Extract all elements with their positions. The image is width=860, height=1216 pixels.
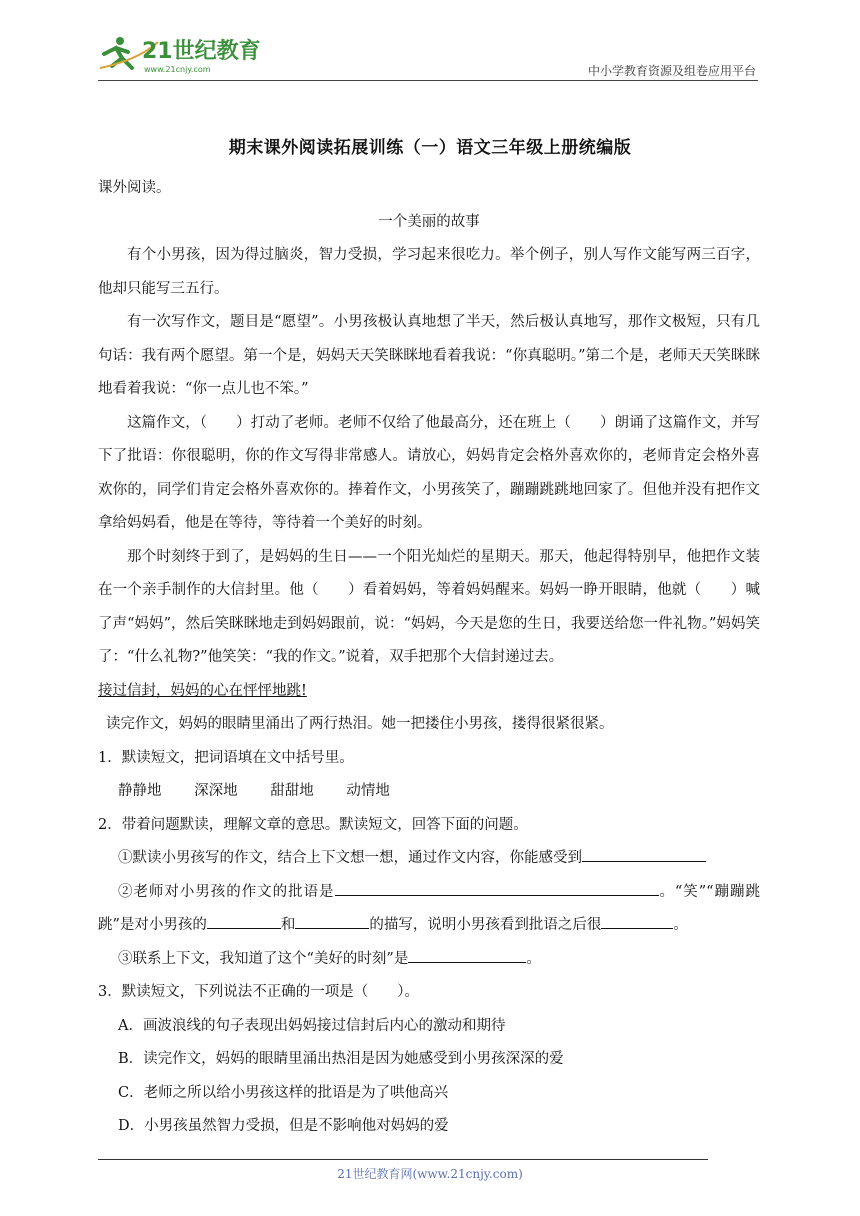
question-3: 3．默读短文，下列说法不正确的一项是（ ）。	[98, 984, 419, 1000]
document-title: 期末课外阅读拓展训练（一）语文三年级上册统编版	[228, 138, 632, 158]
logo-url: www.21cnjy.com	[144, 65, 211, 74]
story-paragraph-6: 读完作文，妈妈的眼睛里涌出了两行热泪。她一把搂住小男孩，搂得很紧很紧。	[106, 716, 614, 732]
question-2-sub-3: ③联系上下文，我知道了这个“美好的时刻”是 。	[98, 943, 760, 977]
answer-blank[interactable]	[207, 912, 281, 929]
answer-blank[interactable]	[335, 879, 659, 896]
footer-divider	[98, 1159, 708, 1160]
question-2-sub-2: ②老师对小男孩的作文的批语是 。“笑”“蹦蹦跳跳”是对小男孩的 和 的描写，说明小男孩看到批语之后很 。	[98, 876, 760, 943]
answer-blank[interactable]	[601, 912, 673, 929]
answer-blank[interactable]	[582, 845, 706, 862]
answer-blank[interactable]	[295, 912, 369, 929]
footer-text: 21世纪教育网(www.21cnjy.com)	[337, 1167, 523, 1181]
answer-blank[interactable]	[408, 946, 526, 963]
word-bank	[98, 775, 760, 809]
option-b[interactable]: B．读完作文，妈妈的眼睛里涌出热泪是因为她感受到小男孩深深的爱	[118, 1051, 564, 1067]
story-paragraph-1: 有个小男孩，因为得过脑炎，智力受损，学习起来很吃力。举个例子，别人写作文能写两三百字，他却只能写三五行。	[98, 247, 760, 297]
story-paragraph-3: 这篇作文，（ ）打动了老师。老师不仅给了他最高分，还在班上（ ）朗诵了这篇作文，并写下了批语：你很聪明，你的作文写得非常感人。请放心，妈妈肯定会格外喜欢你的，老师肯定会格外喜欢你的，同学们肯定会格外喜欢你的。捧着作文，小男孩笑了，蹦蹦跳跳地回家了。但他并没有把作文拿给妈妈看，他是在等待，等待着一个美好的时刻。	[98, 414, 760, 531]
word-bank-item: 甜甜地	[270, 783, 314, 799]
question-2: 2．带着问题默读，理解文章的意思。默读短文，回答下面的问题。	[98, 816, 528, 833]
word-bank-item: 动情地	[346, 783, 390, 799]
word-bank-item: 深深地	[194, 783, 238, 799]
header-divider	[98, 80, 758, 81]
document-body	[98, 172, 760, 1144]
logo-text: 21世纪教育	[142, 39, 261, 64]
story-underlined-sentence: 接过信封，妈妈的心在怦怦地跳!	[98, 682, 307, 699]
option-c[interactable]: C．老师之所以给小男孩这样的批语是为了哄他高兴	[118, 1084, 449, 1101]
option-d[interactable]: D．小男孩虽然智力受损，但是不影响他对妈妈的爱	[118, 1118, 449, 1134]
page-header	[98, 28, 758, 80]
question-2-sub-1: ①默读小男孩写的作文，结合上下文想一想，通过作文内容，你能感受到	[98, 842, 760, 876]
logo	[98, 32, 268, 76]
option-a[interactable]: A．画波浪线的句子表现出妈妈接过信封后内心的激动和期待	[118, 1017, 506, 1034]
platform-name: 中小学教育资源及组卷应用平台	[587, 64, 756, 78]
story-paragraph-4: 那个时刻终于到了，是妈妈的生日——一个阳光灿烂的星期天。那天，他起得特别早，他把作文装在一个亲手制作的大信封里。他（ ）看着妈妈，等着妈妈醒来。妈妈一睁开眼睛，他就（ ）喊了声“妈妈”，然后笑眯眯地走到妈妈跟前，说：“妈妈，今天是您的生日，我要送给您一件礼物。”妈妈笑了：“什么礼物?”他笑笑：“我的作文。”说着，双手把那个大信封递过去。	[98, 548, 760, 665]
question-1: 1．默读短文，把词语填在文中括号里。	[98, 749, 354, 766]
story-paragraph-2: 有一次写作文，题目是“愿望”。小男孩极认真地想了半天，然后极认真地写，那作文极短，只有几句话：我有两个愿望。第一个是，妈妈天天笑眯眯地看着我说：“你真聪明。”第二个是，老师天天笑眯眯地看着我说：“你一点儿也不笨。”	[98, 314, 760, 397]
section-label: 课外阅读。	[98, 180, 171, 196]
word-bank-item: 静静地	[118, 783, 162, 799]
story-title: 一个美丽的故事	[378, 213, 480, 230]
